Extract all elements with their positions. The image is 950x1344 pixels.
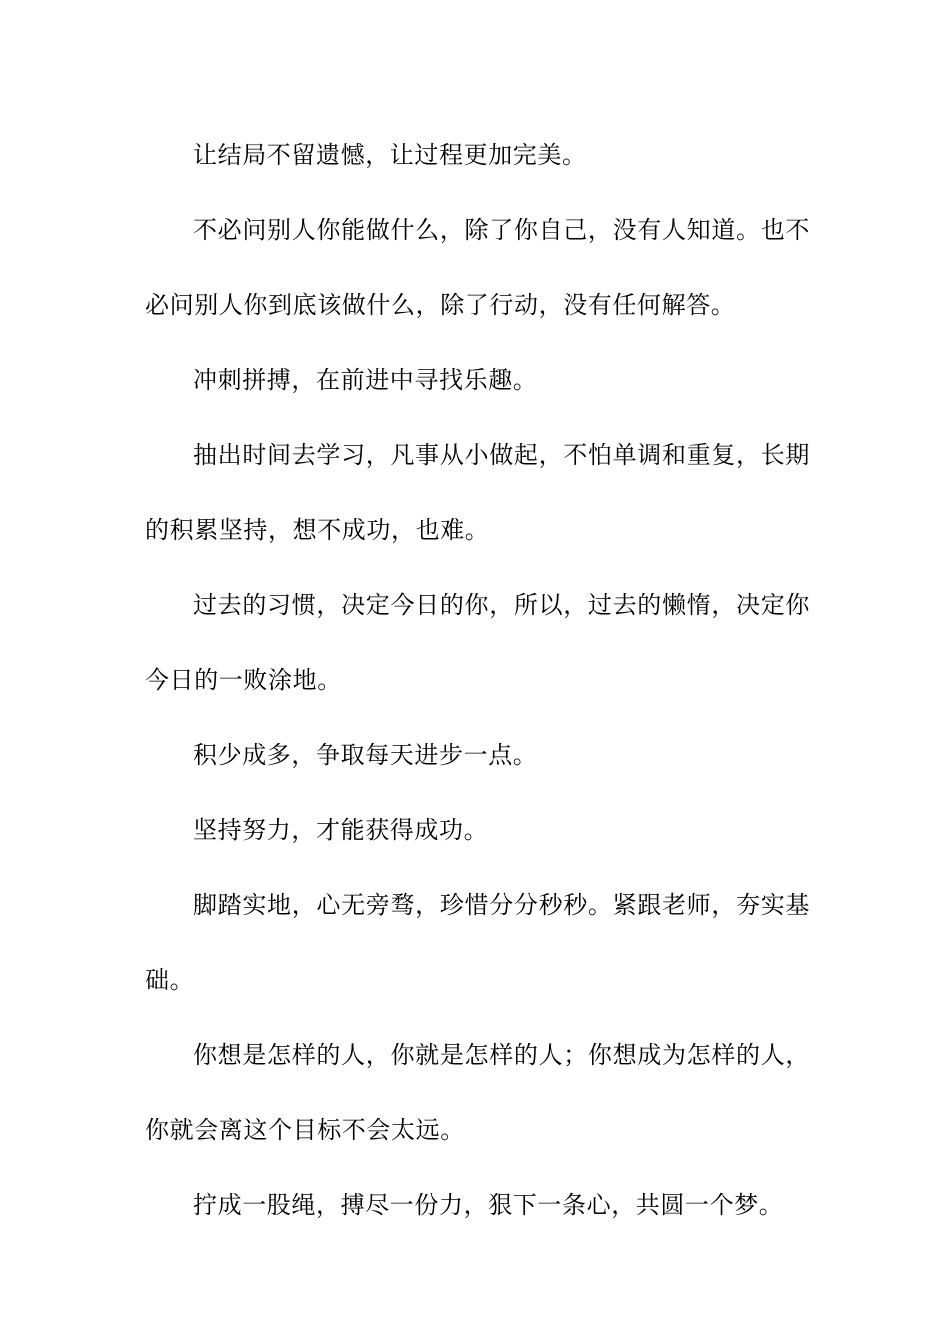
- paragraph: 让结局不留遗憾，让过程更加完美。: [193, 141, 587, 169]
- paragraph: 冲刺拼搏，在前进中寻找乐趣。: [193, 366, 538, 394]
- document-body: [145, 118, 810, 1243]
- paragraph: 拧成一股绳，搏尽一份力，狠下一条心，共圆一个梦。: [193, 1191, 784, 1219]
- paragraph: 抽出时间去学习，凡事从小做起，不怕单调和重复，长期的积累坚持，想不成功，也难。: [145, 441, 810, 544]
- paragraph: 坚持努力，才能获得成功。: [193, 816, 489, 844]
- paragraph: 不必问别人你能做什么，除了你自己，没有人知道。也不必问别人你到底该做什么，除了行动，没有任何解答。: [145, 216, 810, 319]
- paragraph: 你想是怎样的人，你就是怎样的人；你想成为怎样的人，你就会离这个目标不会太远。: [145, 1041, 810, 1144]
- paragraph: 过去的习惯，决定今日的你，所以，过去的懒惰，决定你今日的一败涂地。: [145, 591, 810, 694]
- paragraph: 脚踏实地，心无旁骛，珍惜分分秒秒。紧跟老师，夯实基础。: [145, 891, 810, 994]
- paragraph: 积少成多，争取每天进步一点。: [193, 741, 538, 769]
